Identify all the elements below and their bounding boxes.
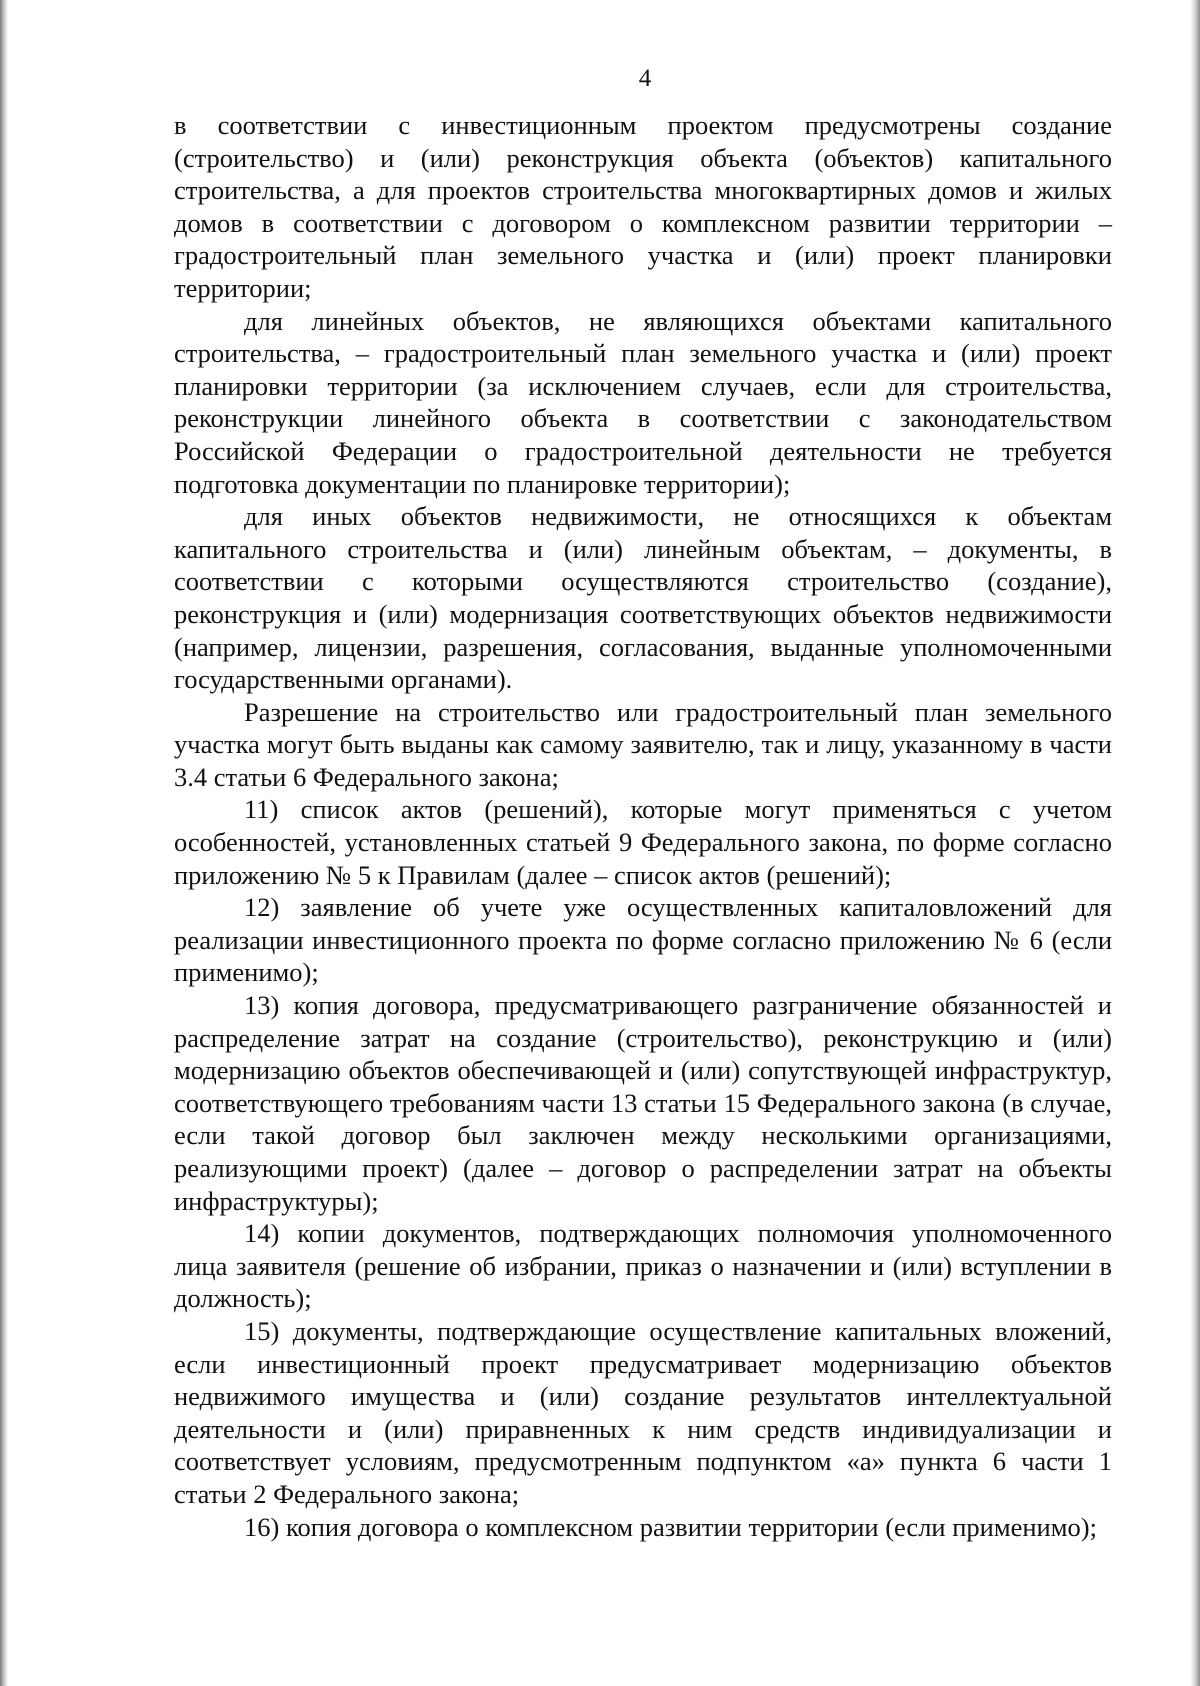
page-number: 4	[638, 65, 652, 92]
paragraph: для линейных объектов, не являющихся объектами капитального строительства, – градостроительный план земельного участка и (или) проект планировки территории (за исключением случаев, если для строительства, реконструкции линейного объекта в соответствии с законодательством Российской Федерации о градостроительной деятельности не требуется подготовка документации по планировке территории);	[174, 305, 1112, 499]
list-item-16: 16) копия договора о комплексном развитии территории (если применимо);	[244, 1511, 1097, 1542]
paragraph: для иных объектов недвижимости, не относящихся к объектам капитального строительства и (или) линейным объектам, – документы, в соответствии с которыми осуществляются строительство (создание), реконструкция и (или) модернизация соответствующих объектов недвижимости (например, лицензии, разрешения, согласования, выданные уполномоченными государственными органами).	[174, 501, 1112, 695]
list-item-14: 14) копии документов, подтверждающих полномочия уполномоченного лица заявителя (решение об избрании, приказ о назначении и (или) вступлении в должность);	[174, 1218, 1112, 1314]
document-body	[174, 109, 1112, 1543]
scan-edge-left	[0, 0, 8, 1686]
paragraph: в соответствии с инвестиционным проектом предусмотрены создание (строительство) и (или) реконструкция объекта (объектов) капитального строительства, а для проектов строительства многоквартирных домов и жилых домов в соответствии с договором о комплексном развитии территории – градостроительный план земельного участка и (или) проект планировки территории;	[174, 110, 1112, 303]
list-item-15: 15) документы, подтверждающие осуществление капитальных вложений, если инвестиционный проект предусматривает модернизацию объектов недвижимого имущества и (или) создание результатов интеллектуальной деятельности и (или) приравненных к ним средств индивидуализации и соответствует условиям, предусмотренным подпунктом «а» пункта 6 части 1 статьи 2 Федерального закона;	[174, 1315, 1112, 1509]
paragraph: Разрешение на строительство или градостроительный план земельного участка могут быть выданы как самому заявителю, так и лицу, указанному в части 3.4 статьи 6 Федерального закона;	[174, 696, 1112, 792]
list-item-13: 13) копия договора, предусматривающего разграничение обязанностей и распределение затрат на создание (строительство), реконструкцию и (или) модернизацию объектов обеспечивающей и (или) сопутствующей инфраструктур, соответствующего требованиям части 13 статьи 15 Федерального закона (в случае, если такой договор был заключен между несколькими организациями, реализующими проект) (далее – договор о распределении затрат на объекты инфраструктуры);	[174, 990, 1112, 1216]
list-item-12: 12) заявление об учете уже осуществленных капиталовложений для реализации инвестиционного проекта по форме согласно приложению № 6 (если применимо);	[174, 892, 1112, 988]
list-item-11: 11) список актов (решений), которые могут применяться с учетом особенностей, установленных статьей 9 Федерального закона, по форме согласно приложению № 5 к Правилам (далее – список актов (решений);	[174, 794, 1112, 890]
scan-edge-right	[1190, 0, 1200, 1686]
